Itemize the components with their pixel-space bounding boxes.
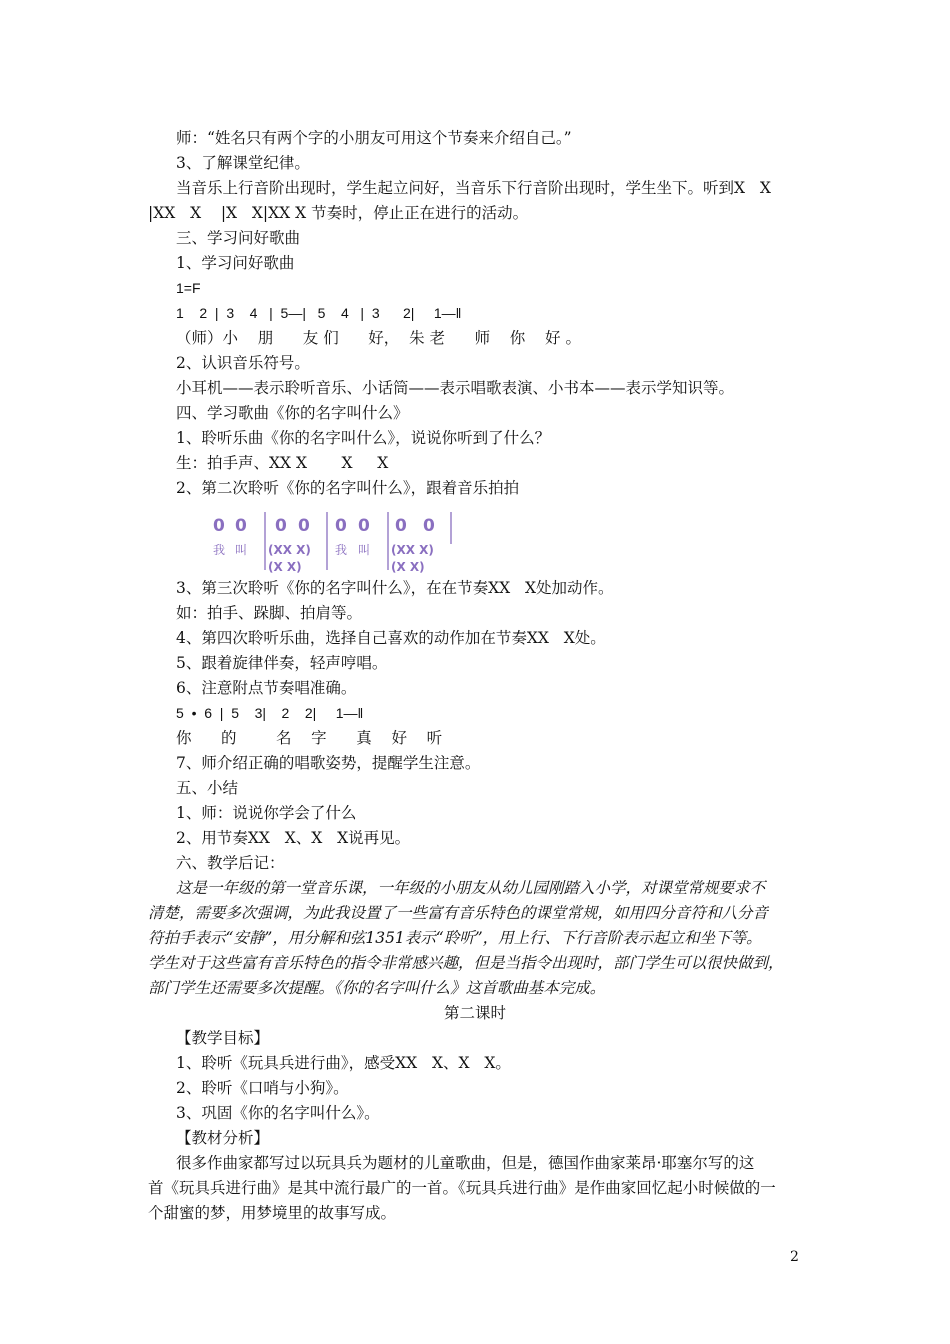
- text-line: 2、认识音乐符号。: [176, 354, 310, 372]
- notation-line: 5 • 6 | 5 3| 2 2| 1—‖: [176, 705, 364, 721]
- score-lyric: 我: [335, 543, 348, 557]
- text-line: 首《玩具兵进行曲》是其中流行最广的一首。《玩具兵进行曲》是作曲家回忆起小时候做的一: [148, 1179, 776, 1197]
- score-lyric: 叫: [358, 543, 371, 557]
- text-line: 3、了解课堂纪律。: [176, 154, 310, 172]
- section-heading: 五、小结: [176, 779, 239, 797]
- score-note: 0: [423, 516, 435, 536]
- key-signature: 1=F: [176, 280, 201, 296]
- rhythm-score-image: [205, 508, 455, 576]
- score-rhythm: (XX X): [268, 543, 311, 557]
- text-line: 4、第四次聆听乐曲，选择自己喜欢的动作加在节奏XX X处。: [176, 629, 606, 647]
- text-line: 3、第三次聆听《你的名字叫什么》，在在节奏XX X处加动作。: [176, 579, 614, 597]
- reflection-line: 部门学生还需要多次提醒。《你的名字叫什么》这首歌曲基本完成。: [148, 979, 606, 997]
- reflection-line: 清楚，需要多次强调，为此我设置了一些富有音乐特色的课堂常规，如用四分音符和八分音: [148, 904, 769, 922]
- section-heading: 六、教学后记：: [176, 854, 285, 872]
- text-line: 很多作曲家都写过以玩具兵为题材的儿童歌曲，但是，德国作曲家莱昂·耶塞尔写的这: [176, 1154, 755, 1172]
- score-lyric: 叫: [235, 543, 248, 557]
- reflection-line: 学生对于这些富有音乐特色的指令非常感兴趣，但是当指令出现时，部门学生可以很快做到，: [148, 954, 784, 972]
- text-line: 2、聆听《口哨与小狗》。: [176, 1079, 349, 1097]
- score-note: 0: [213, 516, 225, 536]
- text-line: 2、第二次聆听《你的名字叫什么》，跟着音乐拍拍: [176, 479, 520, 497]
- text-line: 个甜蜜的梦，用梦境里的故事写成。: [148, 1204, 397, 1222]
- page-number: 2: [790, 1249, 799, 1265]
- text-line: 小耳机——表示聆听音乐、小话筒——表示唱歌表演、小书本——表示学知识等。: [176, 379, 735, 397]
- score-note: 0: [395, 516, 407, 536]
- text-line: 1、学习问好歌曲: [176, 254, 295, 272]
- text-line: 1、聆听《玩具兵进行曲》，感受XX X、X X。: [176, 1054, 511, 1072]
- text-line: 当音乐上行音阶出现时，学生起立问好，当音乐下行音阶出现时，学生坐下。听到X X: [176, 179, 771, 197]
- text-line: 7、师介绍正确的唱歌姿势，提醒学生注意。: [176, 754, 481, 772]
- text-line: 5、跟着旋律伴奏，轻声哼唱。: [176, 654, 388, 672]
- score-rhythm: (XX X): [391, 543, 434, 557]
- score-note: 0: [298, 516, 310, 536]
- score-note: 0: [335, 516, 347, 536]
- lesson-heading: 第二课时: [443, 1004, 506, 1022]
- text-line: 2、用节奏XX X、X X说再见。: [176, 829, 411, 847]
- section-heading: 四、学习歌曲《你的名字叫什么》: [176, 404, 409, 422]
- score-note: 0: [275, 516, 287, 536]
- subsection-heading: 【教材分析】: [176, 1129, 270, 1147]
- text-line: 1、聆听乐曲《你的名字叫什么》，说说你听到了什么？: [176, 429, 551, 447]
- reflection-line: 这是一年级的第一堂音乐课，一年级的小朋友从幼儿园刚踏入小学，对课堂常规要求不: [176, 879, 766, 897]
- text-line: 1、师：说说你学会了什么: [176, 804, 357, 822]
- text-line: |XX X |X X|XX X 节奏时，停止正在进行的活动。: [148, 204, 529, 222]
- score-rhythm: (X X): [268, 560, 302, 574]
- score-lyric: 我: [213, 543, 226, 557]
- text-line: 师：“姓名只有两个字的小朋友可用这个节奏来介绍自己。”: [176, 129, 572, 147]
- text-line: 如：拍手、跺脚、拍肩等。: [176, 604, 363, 622]
- reflection-line: 符拍手表示“安静”，用分解和弦1351表示“聆听”，用上行、下行音阶表示起立和坐下等。: [148, 929, 762, 947]
- notation-line: 1 2 | 3 4 | 5—| 5 4 | 3 2| 1—‖: [176, 305, 462, 321]
- score-note: 0: [358, 516, 370, 536]
- text-line: 生：拍手声、XX X X X: [176, 454, 389, 472]
- subsection-heading: 【教学目标】: [176, 1029, 270, 1047]
- section-heading: 三、学习问好歌曲: [176, 229, 301, 247]
- lyrics-line: （师）小 朋 友 们 好， 朱 老 师 你 好 。: [176, 329, 581, 347]
- text-line: 6、注意附点节奏唱准确。: [176, 679, 357, 697]
- lyrics-line: 你 的 名 字 真 好 听: [176, 729, 443, 747]
- score-rhythm: (X X): [391, 560, 425, 574]
- score-note: 0: [235, 516, 247, 536]
- text-line: 3、巩固《你的名字叫什么》。: [176, 1104, 380, 1122]
